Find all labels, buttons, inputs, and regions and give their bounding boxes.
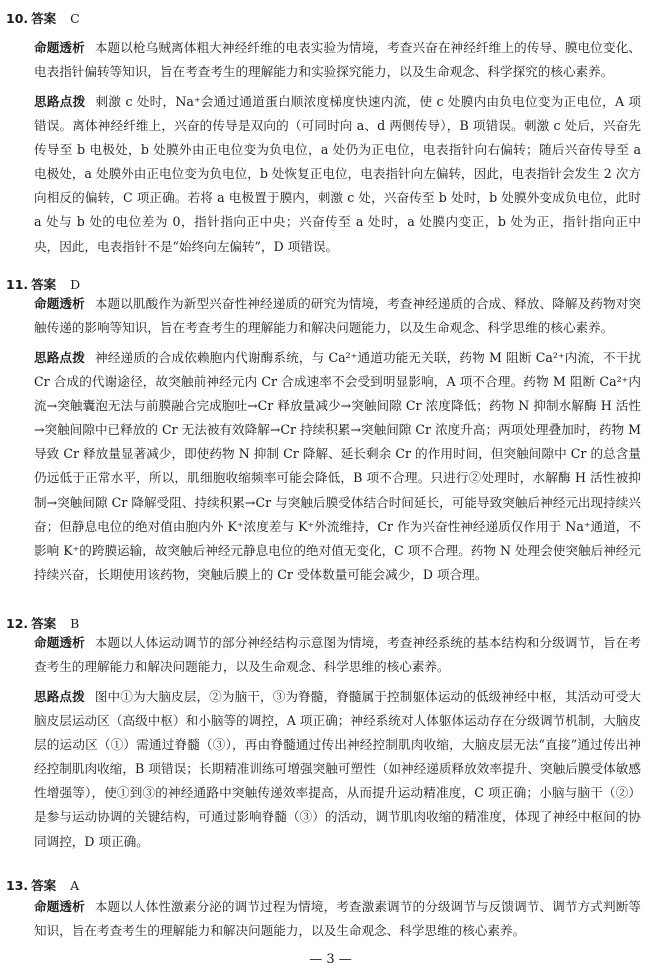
analysis-paragraph-10 xyxy=(34,90,641,259)
question-number: 12. xyxy=(6,616,29,631)
intent-label: 命题透析 xyxy=(34,40,85,55)
answer-letter: B xyxy=(70,616,80,631)
answer-letter: C xyxy=(70,11,80,26)
intent-text: 本题以枪乌贼离体粗大神经纤维的电表实验为情境，考查兴奋在神经纤维上的传导、膜电位变化、电表指针偏转等知识，旨在考查考生的理解能力和实验探究能力，以及生命观念、科学探究的核心素养。 xyxy=(34,40,642,80)
answer-label: 答案 xyxy=(31,277,57,292)
analysis-paragraph-11 xyxy=(34,346,641,587)
page-number: — 3 — xyxy=(309,952,352,967)
question-number: 11. xyxy=(6,277,29,292)
answer-heading-10 xyxy=(6,9,80,27)
analysis-paragraph-12 xyxy=(34,685,641,854)
question-number: 10. xyxy=(6,11,29,26)
intent-label: 命题透析 xyxy=(34,296,85,311)
analysis-text: 神经递质的合成依赖胞内代谢酶系统，与 Ca²⁺通道功能无关联，药物 M 阻断 Ca²⁺内流，不干扰 Cr 合成的代谢途径，故突触前神经元内 Cr 合成速率不会受到明显影响，A 项不合理。药物 M 阻断 Ca²⁺内流→突触囊泡无法与前膜融合完成胞吐→Cr 释放量减少→突触间隙 Cr 浓度降低；药物 N 抑制水解酶 H 活性→突触间隙中已释放的 Cr 无法被有效降解→Cr 持续积累→突触间隙 Cr 浓度升高；两项处理叠加时，药物 M 导致 Cr 释放量显著减少，即使药物 N 抑制 Cr 降解、延长剩余 Cr 的作用时间，但突触间隙中 Cr 的总含量仍远低于正常水平，所以，肌细胞收缩频率可能会降低，B 项不合理。只进行②处理时，水解酶 H 活性被抑制→突触间隙 Cr 降解受阻、持续积累→Cr 与突触后膜受体结合时间延长，可能导致突触后神经元出现持续兴奋；但静息电位的绝对值由胞内外 K⁺浓度差与 K⁺外流维持，Cr 作为兴奋性神经递质仅作用于 Na⁺通道，不影响 K⁺的跨膜运输，故突触后神经元静息电位的绝对值无变化，C 项不合理。药物 N 处理会使突触后神经元持续兴奋，长期使用该药物，突触后膜上的 Cr 受体数量可能会减少，D 项合理。 xyxy=(34,350,641,582)
intent-paragraph-12 xyxy=(34,631,641,679)
intent-label: 命题透析 xyxy=(34,635,85,650)
intent-text: 本题以人体运动调节的部分神经结构示意图为情境，考查神经系统的基本结构和分级调节，旨在考查考生的理解能力和解决问题能力，以及生命观念、科学思维的核心素养。 xyxy=(34,635,642,675)
analysis-text: 刺激 c 处时，Na⁺会通过通道蛋白顺浓度梯度快速内流，使 c 处膜内由负电位变为正电位，A 项错误。离体神经纤维上，兴奋的传导是双向的（可同时向 a、d 两侧传导），B 项错误。刺激 c 处后，兴奋先传导至 b 电极处，b 处膜外由正电位变为负电位，a 处仍为正电位，电表指针向右偏转；随后兴奋传导至 a 电极处，a 处膜外由正电位变为负电位，b 处恢复正电位，电表指针向左偏转，因此，电表指针会发生 2 次方向相反的偏转，C 项正确。若将 a 电极置于膜内，刺激 c 处，兴奋传至 b 处时，b 处膜外变成负电位，此时 a 处与 b 处的电位差为 0，指针指向正中央；兴奋传至 a 处时，a 处膜内变正，b 处为正，指针指向正中央，因此，电表指针不是“始终向左偏转”，D 项错误。 xyxy=(34,94,641,254)
analysis-text: 图中①为大脑皮层，②为脑干，③为脊髓，脊髓属于控制躯体运动的低级神经中枢，其活动可受大脑皮层运动区（高级中枢）和小脑等的调控，A 项正确；神经系统对人体躯体运动存在分级调节机制，大脑皮层的运动区（①）需通过脊髓（③），再由脊髓通过传出神经控制肌肉收缩，大脑皮层无法“直接”通过传出神经控制肌肉收缩，B 项错误；长期精准训练可增强突触可塑性（如神经递质释放效率提升、突触后膜受体敏感性增强等），使①到③的神经通路中突触传递效率提高，从而提升运动精准度，C 项正确；小脑与脑干（②）是参与运动协调的关键结构，可通过影响脊髓（③）的活动，调节肌肉收缩的精准度，体现了神经中枢间的协同调控，D 项正确。 xyxy=(34,689,642,849)
analysis-label: 思路点拨 xyxy=(34,689,85,704)
answer-label: 答案 xyxy=(31,878,57,893)
intent-label: 命题透析 xyxy=(34,899,85,914)
answer-heading-12 xyxy=(6,614,79,632)
intent-paragraph-11 xyxy=(34,292,641,340)
intent-paragraph-10 xyxy=(34,36,641,84)
question-number: 13. xyxy=(6,878,29,893)
analysis-label: 思路点拨 xyxy=(34,94,86,109)
answer-label: 答案 xyxy=(31,616,57,631)
answer-heading-11 xyxy=(6,275,80,293)
answer-label: 答案 xyxy=(31,11,57,26)
answer-letter: A xyxy=(70,878,80,893)
answer-letter: D xyxy=(70,277,81,292)
answer-heading-13 xyxy=(6,876,79,894)
intent-text: 本题以人体性激素分泌的调节过程为情境，考查激素调节的分级调节与反馈调节、调节方式判断等知识，旨在考查考生的理解能力和解决问题能力，以及生命观念、科学思维的核心素养。 xyxy=(34,899,642,939)
intent-text: 本题以肌酸作为新型兴奋性神经递质的研究为情境，考查神经递质的合成、释放、降解及药物对突触传递的影响等知识，旨在考查考生的理解能力和解决问题能力，以及生命观念、科学思维的核心素养。 xyxy=(34,296,642,336)
analysis-label: 思路点拨 xyxy=(34,350,85,365)
intent-paragraph-13 xyxy=(34,895,641,943)
